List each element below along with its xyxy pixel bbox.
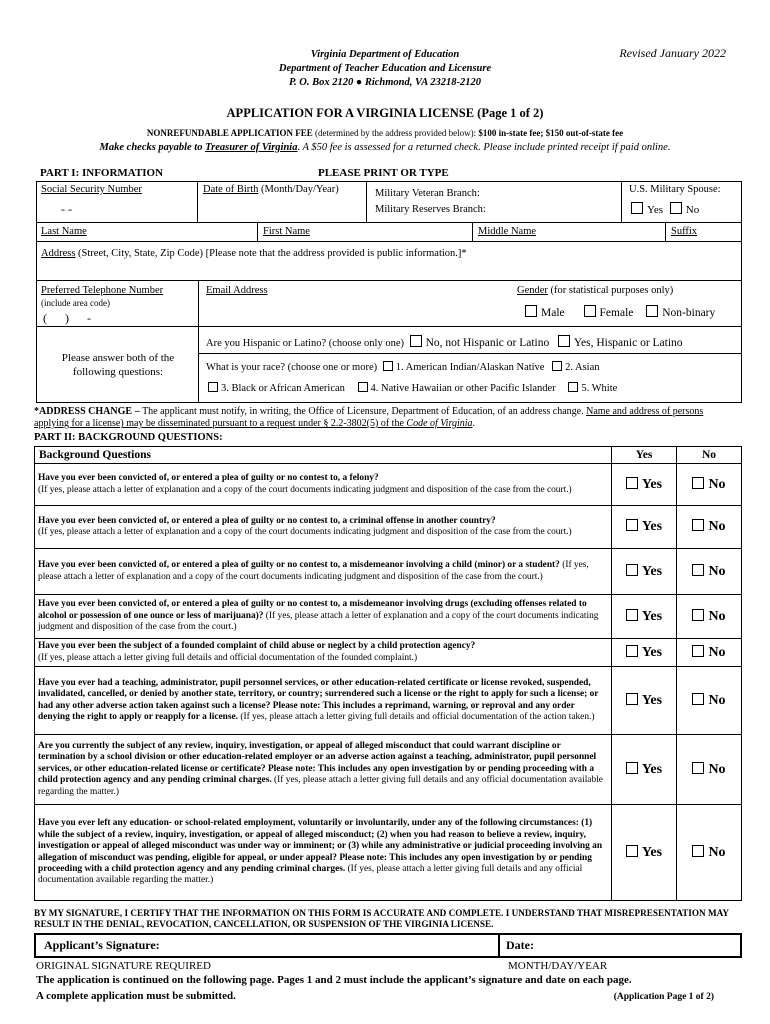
q2-yes-label: Yes [641, 519, 663, 534]
spouse-yes-checkbox[interactable] [631, 202, 643, 214]
payable-suffix: . A $50 fee is assessed for a returned check. Please include printed receipt if paid online. [297, 142, 671, 153]
q3-no-option[interactable] [677, 549, 742, 595]
q6-yes-checkbox[interactable] [626, 693, 638, 705]
hispanic-yes-label: Yes, Hispanic or Latino [573, 337, 683, 349]
fee-label: NONREFUNDABLE APPLICATION FEE [146, 128, 313, 138]
hispanic-no-checkbox[interactable] [410, 335, 422, 347]
first-name-field[interactable] [257, 222, 473, 242]
middle-name-field[interactable] [472, 222, 666, 242]
table-row [35, 464, 742, 506]
question-7-bold: Are you currently the subject of any review, inquiry, investigation, or appeal of alleged misconduct that could warrant discipline or termination by a school division or other education-related employer or an adverse action against a teaching, administrator, pupil personnel services, or other education-related license or certificate? Please note: This includes any open investigation by or pending proceeding with a child protection agency and any pending criminal charges. [38, 740, 597, 786]
spouse-yes-label: Yes [647, 204, 664, 216]
q3-yes-label: Yes [641, 563, 663, 579]
q8-yes-label: Yes [641, 844, 663, 860]
q5-no-checkbox[interactable] [692, 645, 704, 657]
q2-yes-option[interactable] [612, 506, 677, 549]
dob-format: (Month/Day/Year) [258, 184, 339, 195]
question-4-bold: Have you ever been convicted of, or entered a plea of guilty or no contest to, a misdemeanor involving drugs (excluding offenses related to alcohol or possession of one ounce or less of marijuana)? [38, 599, 587, 621]
suffix-field[interactable] [665, 222, 742, 242]
table-row [35, 639, 742, 667]
race-1-checkbox[interactable] [383, 361, 393, 371]
q6-no-checkbox[interactable] [692, 693, 704, 705]
complete-notice: A complete application must be submitted. [36, 990, 236, 1002]
date-format-note: MONTH/DAY/YEAR [508, 960, 608, 972]
q5-yes-label: Yes [641, 644, 663, 660]
phone-value: ( ) - [43, 311, 91, 325]
q5-yes-option[interactable] [612, 639, 677, 667]
address-change-text: The applicant must notify, in writing, the Office of Licensure, Department of Education, of an address change. [142, 406, 587, 417]
hispanic-question-text: Are you Hispanic or Latino? (choose only one) [206, 338, 404, 349]
table-row [35, 506, 742, 549]
gender-label: Gender [517, 285, 548, 296]
last-name-label: Last Name [41, 226, 87, 237]
payable-prefix: Make checks payable to [99, 142, 206, 153]
question-7-note: (If yes, please attach a letter giving full details and any official documentation available regarding the matter.) [38, 775, 603, 797]
q3-yes-option[interactable] [612, 549, 677, 595]
page-number: (Application Page 1 of 2) [613, 992, 714, 1002]
race-question-text: What is your race? (choose one or more) [206, 362, 378, 373]
address-change-underlined: Name and address of persons applying for a license) may be disseminated pursuant to a request under § 2.2-3802(5) of the [34, 406, 704, 429]
q8-no-checkbox[interactable] [692, 845, 704, 857]
q6-yes-label: Yes [641, 692, 663, 708]
q3-no-label: No [708, 563, 726, 579]
gender-male-checkbox[interactable] [525, 305, 537, 317]
q5-no-label: No [708, 644, 726, 660]
question-5-note: (If yes, please attach a letter giving full details and official documentation of the founded complaint.) [38, 652, 418, 663]
first-name-label: First Name [263, 226, 310, 237]
q3-yes-checkbox[interactable] [626, 564, 638, 576]
signature-box[interactable] [34, 933, 742, 958]
address-change-code: Code of Virginia [406, 418, 473, 429]
gender-options [525, 305, 715, 319]
race-line-1 [206, 361, 600, 373]
question-8 [35, 805, 612, 901]
military-spouse-label: U.S. Military Spouse: [629, 184, 721, 195]
table-row [35, 735, 742, 805]
part2-heading: PART II: BACKGROUND QUESTIONS: [34, 432, 223, 443]
certification-statement: BY MY SIGNATURE, I CERTIFY THAT THE INFORMATION ON THIS FORM IS ACCURATE AND COMPLETE. I UNDERSTAND THAT MISREPRESENTATION MAY RESULT IN THE DENIAL, REVOCATION, CANCELLATION, OR SUSPENSION OF THE VIRGINIA LICENSE. [34, 908, 729, 929]
table-header-row [35, 447, 742, 464]
q6-no-option[interactable] [677, 667, 742, 735]
q1-no-option[interactable] [677, 464, 742, 506]
hispanic-question-row [198, 326, 742, 354]
q7-yes-checkbox[interactable] [626, 762, 638, 774]
q8-no-option[interactable] [677, 805, 742, 901]
ssn-label: Social Security Number [41, 184, 142, 195]
race-line-2 [208, 382, 617, 394]
phone-sublabel: (include area code) [41, 298, 110, 308]
fee-amounts: $100 in-state fee; $150 out-of-state fee [478, 128, 624, 138]
race-2-checkbox[interactable] [552, 361, 562, 371]
part1-heading: PART I: INFORMATION [40, 167, 164, 179]
dob-label: Date of Birth [203, 184, 259, 195]
question-1 [35, 464, 612, 506]
q6-no-label: No [708, 692, 726, 708]
header-line-1: Virginia Department of Education [310, 49, 460, 60]
q5-no-option[interactable] [677, 639, 742, 667]
address-field[interactable] [36, 241, 742, 281]
payee: Treasurer of Virginia [205, 142, 298, 153]
q2-no-label: No [708, 519, 726, 534]
phone-label: Preferred Telephone Number [41, 285, 164, 296]
col-header-questions: Background Questions [35, 447, 612, 464]
table-row [35, 805, 742, 901]
q2-no-option[interactable] [677, 506, 742, 549]
q1-no-checkbox[interactable] [692, 477, 704, 489]
question-5-bold: Have you ever been the subject of a founded complaint of child abuse or neglect by a child protection agency? [38, 641, 476, 652]
hispanic-question [206, 335, 683, 349]
gender-label-wrap [517, 285, 673, 296]
hispanic-yes-checkbox[interactable] [558, 335, 570, 347]
col-header-no: No [677, 447, 742, 464]
q4-yes-option[interactable] [612, 595, 677, 639]
table-row [35, 667, 742, 735]
race-3-checkbox[interactable] [208, 382, 218, 392]
q2-no-checkbox[interactable] [692, 519, 704, 531]
background-questions-table [34, 446, 742, 901]
table-row [35, 595, 742, 639]
question-1-note: (If yes, please attach a letter of explanation and a copy of the court documents indicating judgment and disposition of the case from the court.) [38, 484, 572, 495]
fee-notice [0, 128, 770, 138]
question-7 [35, 735, 612, 805]
col-header-yes: Yes [612, 447, 677, 464]
print-instruction: PLEASE PRINT OR TYPE [318, 167, 449, 179]
question-2 [35, 506, 612, 549]
question-8-bold: Have you ever left any education- or school-related employment, voluntarily or involuntarily, under any of the following circumstances: (1) while the subject of a review, inquiry, investigation, or appeal of alleged misconduct; (2) when you had reason to believe a review, inquiry, investigation or appeal of alleged misconduct was under way or imminent; or (3) while any administrative or judicial proceeding involving an allegation of misconduct was pending, eligible for appeal, or under appeal? Please note: This includes any open investigation by or pending proceeding with a child protection agency and any pending criminal charges. [38, 818, 603, 874]
continued-notice: The application is continued on the following page. Pages 1 and 2 must include the applicant’s signature and date on each page. [36, 974, 632, 986]
revised-date: Revised January 2022 [619, 46, 726, 60]
dob-label-wrap [203, 184, 339, 195]
race-4-label: 4. Native Hawaiian or other Pacific Islander [370, 383, 556, 394]
address-label: Address [41, 248, 76, 259]
q1-yes-label: Yes [641, 476, 663, 492]
date-label: Date: [506, 938, 534, 952]
question-2-note: (If yes, please attach a letter of explanation and a copy of the court documents indicating judgment and disposition of the case from the court.) [38, 527, 572, 537]
signature-label: Applicant’s Signature: [44, 938, 160, 952]
gender-male-label: Male [541, 307, 565, 319]
last-name-field[interactable] [36, 222, 258, 242]
table-row [35, 549, 742, 595]
q3-no-checkbox[interactable] [692, 564, 704, 576]
q5-yes-checkbox[interactable] [626, 645, 638, 657]
ssn-value: - - [61, 202, 72, 216]
address-change-heading: *ADDRESS CHANGE – [34, 406, 143, 417]
spouse-options [631, 202, 699, 216]
q6-yes-option[interactable] [612, 667, 677, 735]
q4-no-checkbox[interactable] [692, 609, 704, 621]
q1-yes-option[interactable] [612, 464, 677, 506]
q7-no-option[interactable] [677, 735, 742, 805]
address-note: (Street, City, State, Zip Code) [Please note that the address provided is public information.]* [75, 248, 467, 259]
q7-yes-label: Yes [641, 761, 663, 777]
q1-yes-checkbox[interactable] [626, 477, 638, 489]
spouse-no-checkbox[interactable] [670, 202, 682, 214]
gender-female-checkbox[interactable] [584, 305, 596, 317]
page-title: APPLICATION FOR A VIRGINIA LICENSE (Page 1 of 2) [226, 106, 544, 120]
question-3-note: (If yes, please attach a letter of explanation and a copy of the court documents indicating judgment and disposition of the case from the court.) [38, 560, 589, 582]
question-2-bold: Have you ever been convicted of, or entered a plea of guilty or no contest to, a criminal offense in another country? [38, 515, 496, 526]
hispanic-no-label: No, not Hispanic or Latino [425, 337, 550, 349]
question-3-bold: Have you ever been convicted of, or entered a plea of guilty or no contest to, a misdemeanor involving a child (minor) or a student? [38, 560, 560, 571]
spouse-no-label: No [685, 204, 700, 216]
race-4-checkbox[interactable] [358, 382, 368, 392]
fee-detail: (determined by the address provided below): [312, 128, 479, 138]
address-change-notice [34, 406, 738, 430]
military-reserves-label: Military Reserves Branch: [375, 204, 486, 215]
q4-yes-checkbox[interactable] [626, 609, 638, 621]
race-5-label: 5. White [581, 383, 618, 394]
phone-field[interactable] [36, 280, 199, 327]
question-3 [35, 549, 612, 595]
ssn-field[interactable] [36, 181, 198, 223]
question-6 [35, 667, 612, 735]
q8-no-label: No [708, 844, 726, 860]
address-label-wrap [41, 248, 467, 259]
q7-no-checkbox[interactable] [692, 762, 704, 774]
military-veteran-label: Military Veteran Branch: [375, 188, 480, 199]
military-field[interactable] [366, 181, 622, 223]
header-line-2: Department of Teacher Education and Licensure [278, 63, 492, 74]
question-6-bold: Have you ever had a teaching, administrator, pupil personnel services, or other education-related certificate or license revoked, suspended, invalidated, cancelled, or denied by another state, territory, or country; surrendered such a license or the right to apply for such a license; or had any other adverse action taken against such a license? Please note: This includes a reprimand, warning, or reproval and any order denying the right to apply or reapply for a license. [38, 677, 599, 722]
q8-yes-checkbox[interactable] [626, 845, 638, 857]
gender-female-label: Female [599, 307, 634, 319]
answer-both-cell [36, 326, 199, 403]
q1-no-label: No [708, 476, 726, 492]
suffix-label: Suffix [671, 226, 698, 237]
gender-note: (for statistical purposes only) [547, 285, 674, 296]
q4-no-option[interactable] [677, 595, 742, 639]
question-4 [35, 595, 612, 639]
military-spouse-field [621, 181, 742, 223]
answer-both-note: Please answer both of the following questions: [61, 352, 175, 378]
email-label[interactable]: Email Address [206, 285, 268, 296]
gender-nonbinary-label: Non-binary [662, 307, 716, 319]
question-8-note: (If yes, please attach a letter giving full details and any official documentation available regarding the matter.) [38, 863, 583, 886]
q7-no-label: No [708, 761, 726, 777]
question-5 [35, 639, 612, 667]
race-2-label: 2. Asian [565, 362, 600, 373]
original-signature-note: ORIGINAL SIGNATURE REQUIRED [36, 960, 211, 972]
dob-field[interactable] [197, 181, 367, 223]
email-gender-row [198, 280, 742, 327]
header-line-3: P. O. Box 2120 ● Richmond, VA 23218-2120 [288, 77, 482, 88]
question-1-bold: Have you ever been convicted of, or entered a plea of guilty or no contest to, a felony? [38, 473, 379, 484]
race-5-checkbox[interactable] [568, 382, 578, 392]
q4-no-label: No [708, 608, 726, 624]
q7-yes-option[interactable] [612, 735, 677, 805]
middle-name-label: Middle Name [478, 226, 537, 237]
gender-nonbinary-checkbox[interactable] [646, 305, 658, 317]
race-question-row [198, 353, 742, 403]
race-3-label: 3. Black or African American [221, 383, 345, 394]
race-1-label: 1. American Indian/Alaskan Native [395, 362, 545, 373]
payable-notice [0, 142, 770, 153]
q4-yes-label: Yes [641, 608, 663, 624]
signature-divider [498, 935, 500, 956]
q2-yes-checkbox[interactable] [626, 519, 638, 531]
question-4-note: (If yes, please attach a letter of explanation and a copy of the court documents indicating judgment and disposition of the case from the court.) [38, 610, 599, 633]
question-6-note: (If yes, please attach a letter giving full details and official documentation of the action taken.) [238, 711, 595, 722]
address-change-end: . [472, 418, 476, 429]
q8-yes-option[interactable] [612, 805, 677, 901]
